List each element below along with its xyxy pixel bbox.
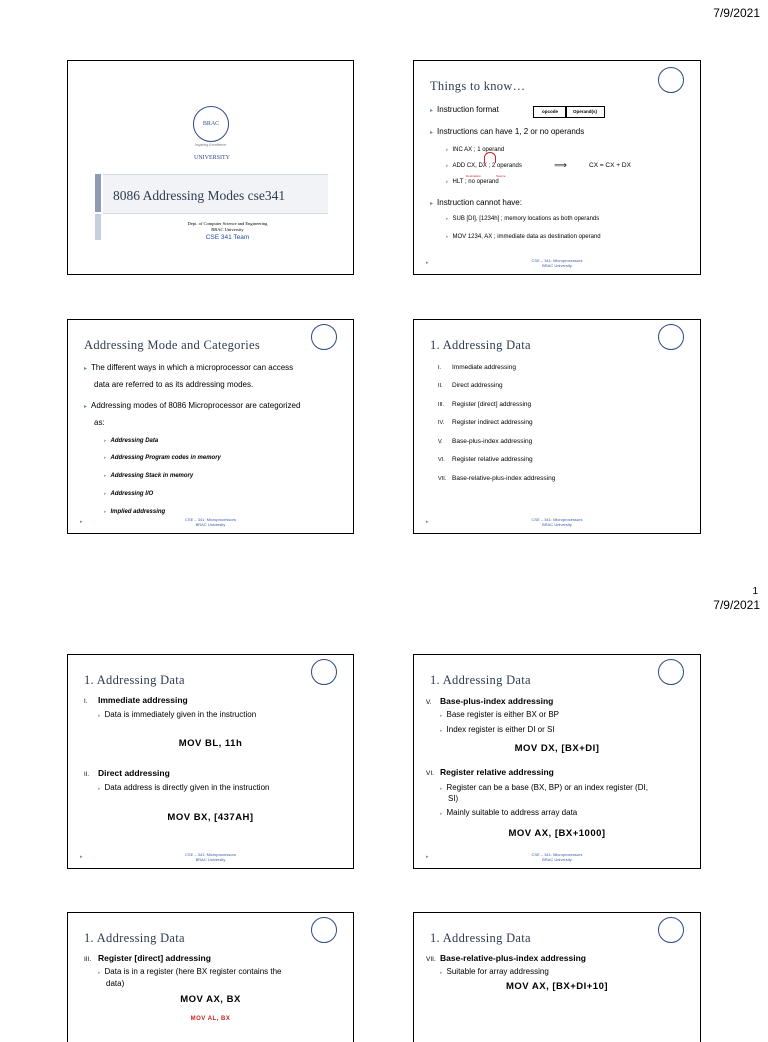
- code-register-invalid: MOV AL, BX: [190, 1016, 231, 1022]
- brac-logo-icon: [658, 659, 684, 685]
- operand-box: Operand(s): [565, 106, 605, 118]
- category-item: ▸ Addressing Program codes in memory: [104, 455, 221, 461]
- desc-text: Mainly suitable to address array data: [446, 808, 578, 817]
- desc-immediate: ▸ Data is immediately given in the instruction: [98, 710, 257, 719]
- numeral: I.: [438, 365, 442, 371]
- code-base-index: MOV DX, [BX+DI]: [514, 743, 600, 754]
- numeral: IV.: [438, 420, 445, 426]
- heading-immediate: [84, 695, 188, 707]
- item-text: Immediate addressing: [452, 364, 516, 371]
- category-text: Addressing Program codes in memory: [110, 455, 221, 461]
- bullet-text: Instruction format: [437, 105, 499, 114]
- desc-text: Index register is either DI or SI: [446, 725, 555, 734]
- slide-title: 1. Addressing Data: [84, 673, 185, 687]
- desc-base: ▸ Base register is either BX or BP: [440, 710, 560, 719]
- brac-logo-icon: [311, 324, 337, 350]
- page-date-1: 7/9/2021: [713, 6, 760, 20]
- brac-logo-icon: [658, 67, 684, 93]
- heading-relative: [426, 767, 554, 779]
- desc-register: ▸ Register can be a base (BX, BP) or an index register (DI,: [440, 783, 648, 792]
- list-item: [438, 418, 533, 428]
- item-text: Register [direct] addressing: [452, 401, 532, 408]
- accent-bar: [95, 174, 101, 212]
- category-text: Addressing Stack in memory: [110, 473, 194, 479]
- slide-footer: [68, 517, 353, 527]
- numeral: V.: [426, 699, 432, 706]
- brac-logo-icon: [311, 659, 337, 685]
- brac-logo-icon: [311, 917, 337, 943]
- bullet-2a: ▸ Addressing modes of 8086 Microprocessor are categorized: [84, 401, 301, 410]
- heading-text: Direct addressing: [98, 768, 170, 778]
- sub-text: MOV 1234, AX ; immediate data as destination operand: [452, 234, 601, 240]
- category-item: ▸ Addressing I/O: [104, 491, 154, 497]
- heading-base-index: [426, 696, 553, 708]
- bullet-instruction-format: ▸ Instruction format: [430, 105, 499, 114]
- heading-base-relative: [426, 953, 586, 965]
- slide-base-index-relative: [413, 654, 701, 869]
- slide-title: 1. Addressing Data: [84, 931, 185, 945]
- slide-title: 1. Addressing Data: [430, 931, 531, 945]
- university-text: BRAC University: [211, 227, 244, 232]
- footer-line1: CSE – 341: Microprocessors: [185, 852, 236, 857]
- page-number: 1: [752, 586, 758, 597]
- category-item: ▸ Addressing Stack in memory: [104, 473, 194, 479]
- dept-text: Dept. of Computer Science and Engineering: [187, 221, 268, 226]
- numeral: II.: [438, 383, 443, 389]
- desc-array: ▸ Mainly suitable to address array data: [440, 808, 578, 817]
- page-date-2: 7/9/2021: [713, 598, 760, 612]
- item-text: Base-relative-plus-index addressing: [452, 475, 556, 482]
- bullet-text: The different ways in which a microprocessor can access: [91, 363, 294, 372]
- tagline: Inspiring Excellence: [194, 143, 227, 147]
- slide-title: Things to know…: [430, 79, 526, 93]
- category-text: Addressing Data: [110, 438, 159, 444]
- desc-array: ▸ Suitable for array addressing: [440, 967, 549, 976]
- sub-text: HLT ; no operand: [452, 179, 499, 185]
- slide-title: [67, 60, 354, 275]
- category-text: Addressing I/O: [110, 491, 154, 497]
- sub-add: ▸ ADD CX, DX ; 2 operands: [446, 163, 522, 169]
- numeral: VII.: [426, 956, 436, 963]
- numeral: II.: [84, 772, 90, 778]
- category-item: ▸ Addressing Data: [104, 438, 159, 444]
- item-text: Register relative addressing: [452, 456, 533, 463]
- desc-direct: ▸ Data address is directly given in the instruction: [98, 783, 270, 792]
- bullet-1b: data are referred to as its addressing modes.: [94, 380, 254, 389]
- numeral: VII.: [438, 476, 447, 482]
- footer-arrow-icon: ▸: [426, 260, 429, 266]
- item-text: Direct addressing: [452, 382, 503, 389]
- footer-arrow-icon: ▸: [426, 854, 429, 860]
- footer-arrow-icon: ▸: [80, 519, 83, 525]
- sub-hlt: ▸ HLT ; no operand: [446, 179, 499, 185]
- arrow-icon: ⟹: [554, 160, 567, 170]
- slide-title: 1. Addressing Data: [430, 673, 531, 687]
- footer-arrow-icon: ▸: [426, 519, 429, 525]
- numeral: VI.: [426, 770, 434, 777]
- list-item: [438, 437, 532, 447]
- footer-line1: CSE – 341: Microprocessors: [531, 258, 583, 263]
- code-relative: MOV AX, [BX+1000]: [508, 828, 606, 839]
- code-base-relative: MOV AX, [BX+DI+10]: [505, 981, 609, 992]
- desc-register-cont: SI): [448, 794, 459, 803]
- sub-sub: ▸ SUB [DI], [1234h] ; memory locations as both operands: [446, 216, 600, 222]
- list-item: [438, 474, 555, 484]
- list-item: [438, 381, 503, 391]
- slide-base-relative-index: [413, 912, 701, 1042]
- slide-footer: [414, 258, 700, 268]
- sub-text: ADD CX, DX ; 2 operands: [452, 163, 522, 169]
- bullet-cannot: ▸ Instruction cannot have:: [430, 198, 522, 207]
- footer-arrow-icon: ▸: [80, 854, 83, 860]
- code-direct: MOV BX, [437AH]: [167, 812, 254, 823]
- heading-text: Base-relative-plus-index addressing: [440, 953, 586, 963]
- slide-footer: [68, 852, 353, 862]
- item-text: Base-plus-index addressing: [452, 438, 533, 445]
- bullet-text: Instruction cannot have:: [437, 198, 522, 207]
- destination-label: Destination: [466, 174, 482, 178]
- footer-line1: CSE – 341: Microprocessors: [531, 517, 583, 522]
- slide-register-direct: [67, 912, 354, 1042]
- brac-logo-icon: [658, 917, 684, 943]
- footer-line2: BRAC University: [195, 857, 226, 862]
- sub-text: SUB [DI], [1234h] ; memory locations as both operands: [452, 216, 600, 222]
- numeral: I.: [84, 699, 88, 705]
- list-item: [438, 400, 531, 410]
- slide-title: 1. Addressing Data: [430, 338, 531, 352]
- team-text: CSE 341 Team: [205, 234, 250, 241]
- slide-addressing-mode: [67, 319, 354, 534]
- footer-line1: CSE – 341: Microprocessors: [531, 852, 583, 857]
- bullet-2b: as:: [94, 418, 105, 427]
- sub-inc: ▸ INC AX ; 1 operand: [446, 147, 505, 153]
- desc-register-cont: data): [106, 979, 125, 988]
- brac-logo-icon: [658, 324, 684, 350]
- source-label: Source: [496, 174, 506, 178]
- desc-text: Base register is either BX or BP: [446, 710, 560, 719]
- category-text: Implied addressing: [110, 509, 166, 515]
- numeral: III.: [84, 956, 92, 963]
- operand-arc-icon: [484, 152, 496, 163]
- numeral: III.: [438, 402, 445, 408]
- desc-text: Data is immediately given in the instruction: [104, 710, 257, 719]
- desc-text: Data is in a register (here BX register contains the: [104, 967, 282, 976]
- equation-text: CX = CX + DX: [589, 162, 631, 169]
- category-item: ▸ Implied addressing: [104, 509, 166, 515]
- heading-text: Register [direct] addressing: [98, 953, 211, 963]
- heading-text: Register relative addressing: [440, 767, 554, 777]
- slide-main-title: 8086 Addressing Modes cse341: [113, 188, 286, 203]
- slide-things-to-know: [413, 60, 701, 275]
- heading-text: Immediate addressing: [98, 695, 188, 705]
- list-item: [438, 363, 516, 373]
- list-item: [438, 455, 533, 465]
- desc-index: ▸ Index register is either DI or SI: [440, 725, 555, 734]
- footer-line2: BRAC University: [542, 263, 572, 268]
- heading-text: Base-plus-index addressing: [440, 696, 554, 706]
- slide-addressing-data-list: [413, 319, 701, 534]
- desc-text: Register can be a base (BX, BP) or an index register (DI,: [446, 783, 648, 792]
- numeral: V.: [438, 439, 443, 445]
- sub-mov: ▸ MOV 1234, AX ; immediate data as destination operand: [446, 234, 601, 240]
- desc-text: Suitable for array addressing: [446, 967, 549, 976]
- accent-bar-light: [95, 214, 101, 240]
- logo-text: BRAC UNIVERSITY: [194, 121, 230, 161]
- desc-register: ▸ Data is in a register (here BX register contains the: [98, 967, 282, 976]
- numeral: VI.: [438, 457, 445, 463]
- sub-text: INC AX ; 1 operand: [452, 147, 505, 153]
- footer-line2: BRAC University: [542, 857, 572, 862]
- footer-line2: BRAC University: [542, 522, 572, 527]
- heading-register: [84, 953, 211, 965]
- footer-line1: CSE – 341: Microprocessors: [185, 517, 236, 522]
- bullet-text: Addressing modes of 8086 Microprocessor are categorized: [91, 401, 301, 410]
- code-immediate: MOV BL, 11h: [178, 738, 243, 749]
- bullet-1a: ▸ The different ways in which a microprocessor can access: [84, 363, 294, 372]
- heading-direct: [84, 768, 170, 780]
- slide-footer: [414, 517, 700, 527]
- bullet-operands: ▸ Instructions can have 1, 2 or no operands: [430, 127, 585, 136]
- slide-immediate-direct: [67, 654, 354, 869]
- bullet-text: Instructions can have 1, 2 or no operands: [437, 127, 585, 136]
- item-text: Register indirect addressing: [452, 419, 533, 426]
- opcode-box: opcode: [533, 106, 567, 118]
- code-register: MOV AX, BX: [180, 994, 241, 1005]
- slide-footer: [414, 852, 700, 862]
- slide-title: Addressing Mode and Categories: [84, 338, 260, 352]
- desc-text: Data address is directly given in the instruction: [104, 783, 270, 792]
- footer-line2: BRAC University: [195, 522, 226, 527]
